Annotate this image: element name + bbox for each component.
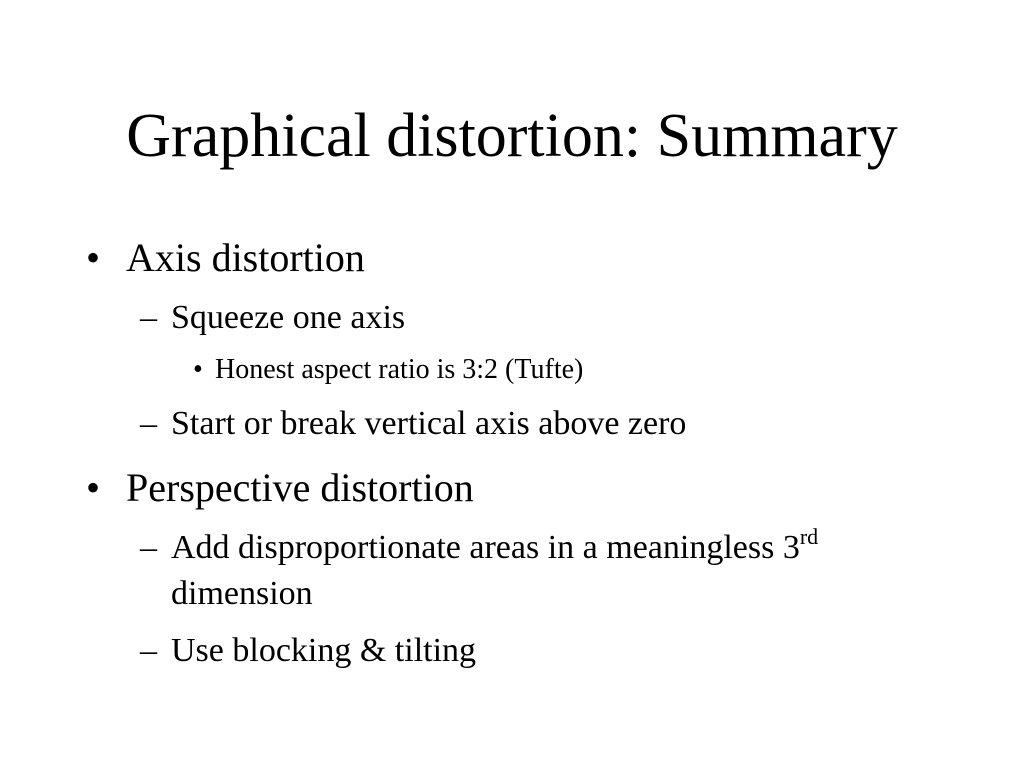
bullet-marker: •: [193, 354, 203, 385]
dash-marker: –: [140, 405, 157, 442]
bullet-marker: •: [86, 465, 101, 510]
dash-marker: –: [140, 632, 157, 669]
slide-title: Graphical distortion: Summary: [126, 102, 898, 170]
add-areas-text: Add disproportionate areas in a meaningless 3: [171, 529, 800, 566]
ordinal-superscript: rd: [799, 524, 819, 549]
aspect-ratio-item: Honest aspect ratio is 3:2 (Tufte): [215, 354, 584, 385]
axis-distortion-heading: Axis distortion: [126, 235, 365, 280]
dash-marker: –: [140, 529, 157, 566]
squeeze-axis-item: Squeeze one axis: [171, 299, 406, 336]
dash-marker: –: [140, 299, 157, 336]
add-areas-continuation: dimension: [171, 575, 313, 612]
bullet-marker: •: [86, 235, 101, 280]
blocking-tilting-item: Use blocking & tilting: [171, 632, 477, 669]
add-areas-item: [171, 524, 819, 568]
perspective-distortion-heading: Perspective distortion: [126, 465, 474, 510]
start-break-axis-item: Start or break vertical axis above zero: [171, 405, 687, 442]
